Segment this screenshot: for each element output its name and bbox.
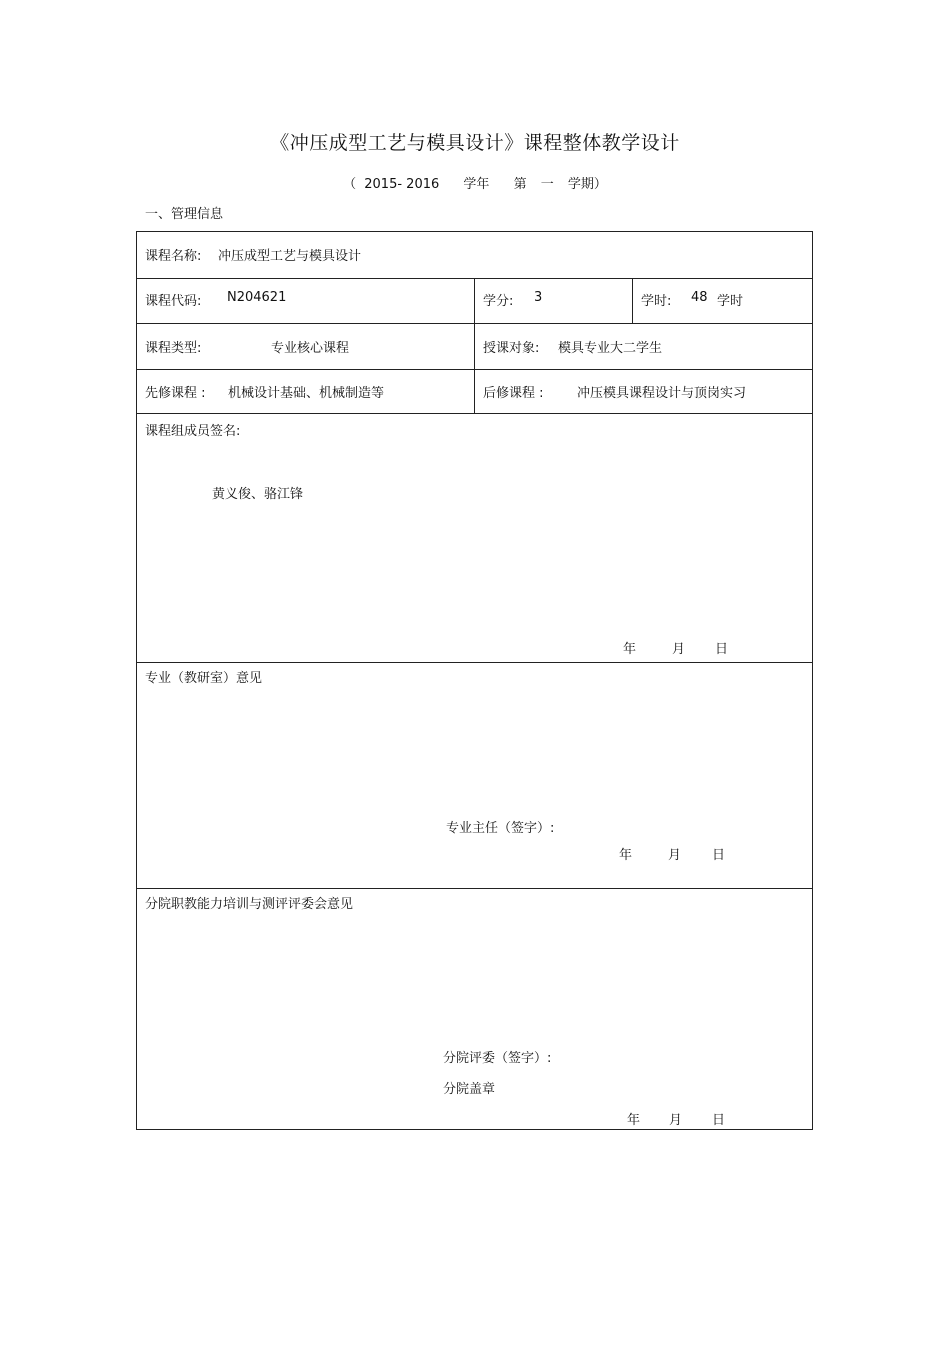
date-day: 日: [712, 1113, 726, 1128]
course-code-value: N204621: [227, 290, 287, 305]
date-month: 月: [668, 848, 682, 863]
date-year: 年: [623, 642, 637, 657]
term-number: 一: [540, 177, 554, 192]
date-month: 月: [669, 1113, 683, 1128]
prereq-label: 先修课程 :: [145, 386, 206, 401]
column-divider: [632, 278, 633, 323]
audience-value: 模具专业大二学生: [558, 341, 663, 356]
prereq-value: 机械设计基础、机械制造等: [228, 386, 385, 401]
college-opinion-label: 分院职教能力培训与测评评委会意见: [145, 897, 354, 912]
date-day: 日: [715, 642, 729, 657]
course-type-label: 课程类型:: [145, 341, 202, 356]
academic-years: 2015- 2016: [364, 177, 440, 192]
row-divider: [137, 413, 812, 414]
credit-label: 学分:: [483, 294, 514, 309]
academic-term: [0, 173, 950, 192]
credit-value: 3: [534, 290, 543, 305]
hours-label: 学时:: [641, 294, 672, 309]
date-year: 年: [627, 1113, 641, 1128]
course-name-label: 课程名称:: [145, 249, 202, 264]
members-value: 黄义俊、骆江锋: [212, 487, 304, 502]
course-type-value: 专业核心课程: [271, 341, 350, 356]
followup-value: 冲压模具课程设计与顶岗实习: [577, 386, 747, 401]
dept-opinion-label: 专业（教研室）意见: [145, 671, 263, 686]
row-divider: [137, 662, 812, 663]
college-sign-label: 分院评委（签字）:: [443, 1051, 552, 1066]
section-heading: 一、管理信息: [145, 207, 224, 222]
college-seal-label: 分院盖章: [443, 1082, 496, 1097]
date-month: 月: [672, 642, 686, 657]
course-code-label: 课程代码:: [145, 294, 202, 309]
audience-label: 授课对象:: [483, 341, 540, 356]
date-day: 日: [712, 848, 726, 863]
academic-year-label: 学年: [463, 177, 490, 192]
members-label: 课程组成员签名:: [145, 424, 241, 439]
column-divider: [474, 278, 475, 413]
term-prefix: 第: [513, 177, 527, 192]
date-year: 年: [619, 848, 633, 863]
hours-value: 48: [691, 290, 708, 305]
document-title: 《冲压成型工艺与模具设计》课程整体教学设计: [270, 132, 680, 154]
row-divider: [137, 888, 812, 889]
followup-label: 后修课程 :: [483, 386, 544, 401]
term-open-paren: （: [343, 177, 357, 192]
course-name-value: 冲压成型工艺与模具设计: [218, 249, 362, 264]
course-info-form: [136, 231, 813, 1130]
hours-unit: 学时: [717, 294, 744, 309]
term-suffix: 学期）: [567, 177, 607, 192]
dept-head-sign-label: 专业主任（签字）:: [446, 821, 555, 836]
